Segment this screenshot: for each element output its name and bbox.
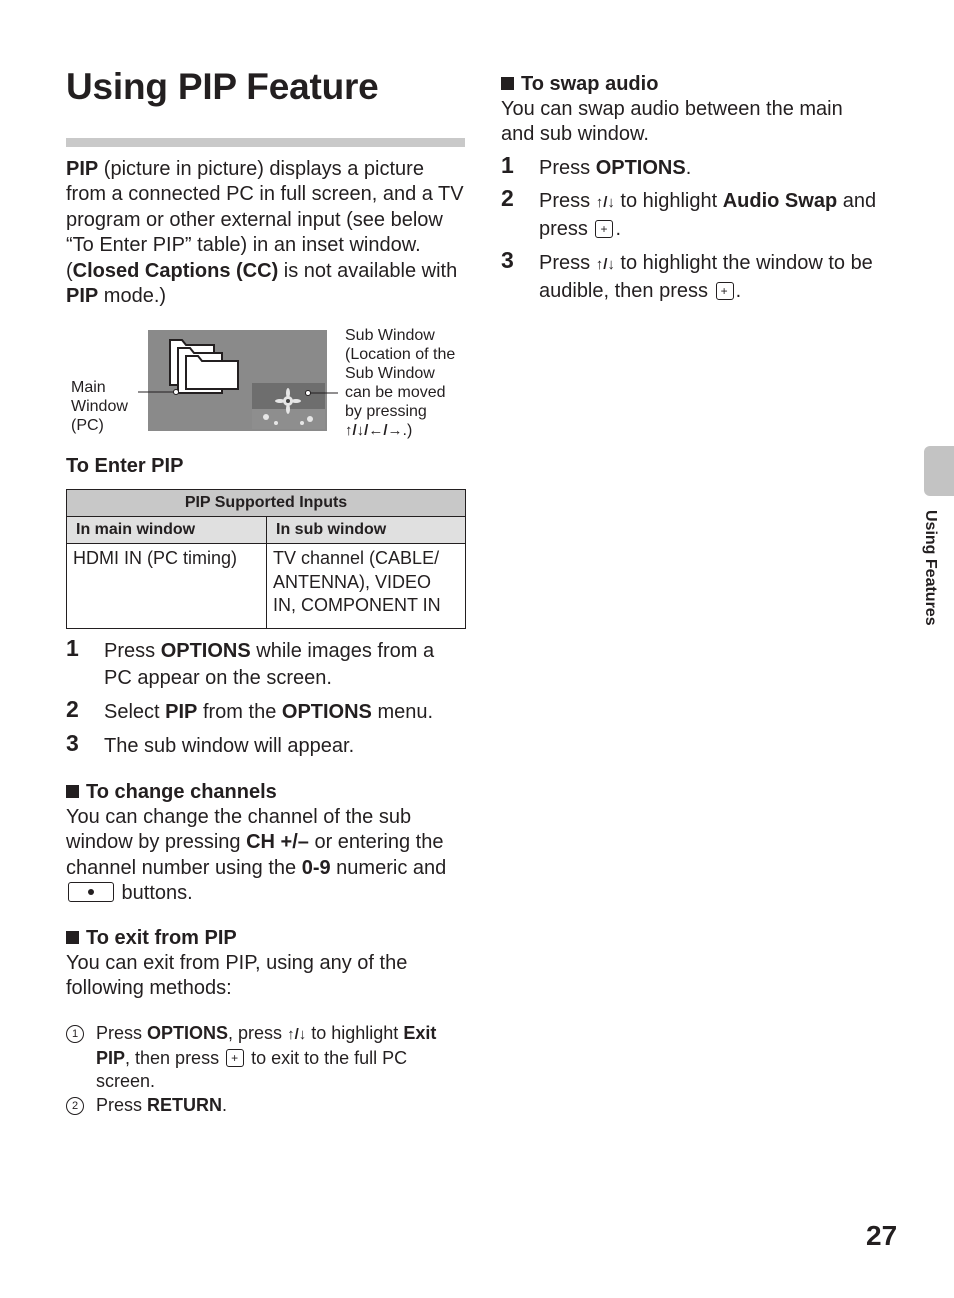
- swap-step-1: 1 Press OPTIONS.: [501, 152, 692, 179]
- enter-step-1: 1 Press OPTIONS while images from a PC appear on the screen.: [66, 635, 435, 689]
- title-rule: [66, 138, 465, 147]
- intro-paragraph: PIP (picture in picture) displays a picture from a connected PC in full screen, and a TV program or other external input (see below “To Enter PIP” table) in an inset window. (Closed Captions (CC) is not available with PIP mode.): [66, 158, 464, 308]
- table-cell-sub: TV channel (CABLE/ ANTENNA), VIDEO IN, COMPONENT IN: [267, 544, 466, 629]
- exit-pip-heading: To exit from PIP: [66, 927, 237, 950]
- sub-window-label: Sub Window (Location of the Sub Window can be moved by pressing ↑/↓/←/→.): [345, 327, 456, 439]
- square-bullet-icon: [501, 77, 514, 90]
- exit-method-2: 2 Press RETURN.: [66, 1094, 466, 1118]
- page-title: Using PIP Feature: [66, 66, 379, 107]
- table-cell-main: HDMI IN (PC timing): [67, 544, 267, 629]
- to-enter-pip-heading: To Enter PIP: [66, 455, 184, 477]
- exit-pip-text: You can exit from PIP, using any of the following methods:: [66, 952, 408, 1000]
- main-window-leader-line: [138, 385, 198, 400]
- up-down-arrow-icon: ↑/↓: [287, 1026, 307, 1043]
- exit-methods-list: [66, 1022, 466, 1117]
- table-header-main: In main window: [67, 517, 267, 544]
- square-bullet-icon: [66, 931, 79, 944]
- enter-step-3: 3 The sub window will appear.: [66, 730, 355, 757]
- circled-number-1: 1: [66, 1025, 84, 1043]
- dot-button-icon: [68, 882, 114, 902]
- swap-audio-text: You can swap audio between the main and sub window.: [501, 98, 843, 146]
- change-channels-heading: To change channels: [66, 781, 277, 804]
- swap-step-2: 2 Press ↑/↓ to highlight Audio Swap and press + .: [501, 185, 877, 240]
- circled-number-2: 2: [66, 1097, 84, 1115]
- table-caption: PIP Supported Inputs: [67, 490, 466, 517]
- arrow-keys-icon: ↑/↓/←/→: [345, 422, 403, 439]
- swap-step-3: 3 Press ↑/↓ to highlight the window to be audible, then press + .: [501, 247, 873, 302]
- enter-step-2: 2 Select PIP from the OPTIONS menu.: [66, 696, 434, 723]
- page-number: 27: [866, 1220, 898, 1251]
- swap-audio-heading: To swap audio: [501, 73, 658, 96]
- up-down-arrow-icon: ↑/↓: [595, 256, 615, 273]
- up-down-arrow-icon: ↑/↓: [595, 194, 615, 211]
- enter-button-icon: +: [595, 220, 613, 238]
- enter-button-icon: +: [226, 1049, 244, 1067]
- main-window-label: Main Window (PC): [71, 379, 128, 434]
- change-channels-text: You can change the channel of the sub window by pressing CH +/– or entering the channel number using the 0-9 numeric and buttons.: [66, 806, 447, 905]
- section-tab-marker: [924, 446, 954, 496]
- pip-inputs-table: [66, 489, 466, 629]
- square-bullet-icon: [66, 785, 79, 798]
- sub-window-leader-line: [300, 387, 350, 399]
- table-header-sub: In sub window: [267, 517, 466, 544]
- exit-method-1: 1 Press OPTIONS, press ↑/↓ to highlight Exit PIP, then press + to exit to the full PC screen.: [66, 1022, 466, 1094]
- section-tab-label: Using Features: [922, 510, 939, 626]
- enter-button-icon: +: [716, 282, 734, 300]
